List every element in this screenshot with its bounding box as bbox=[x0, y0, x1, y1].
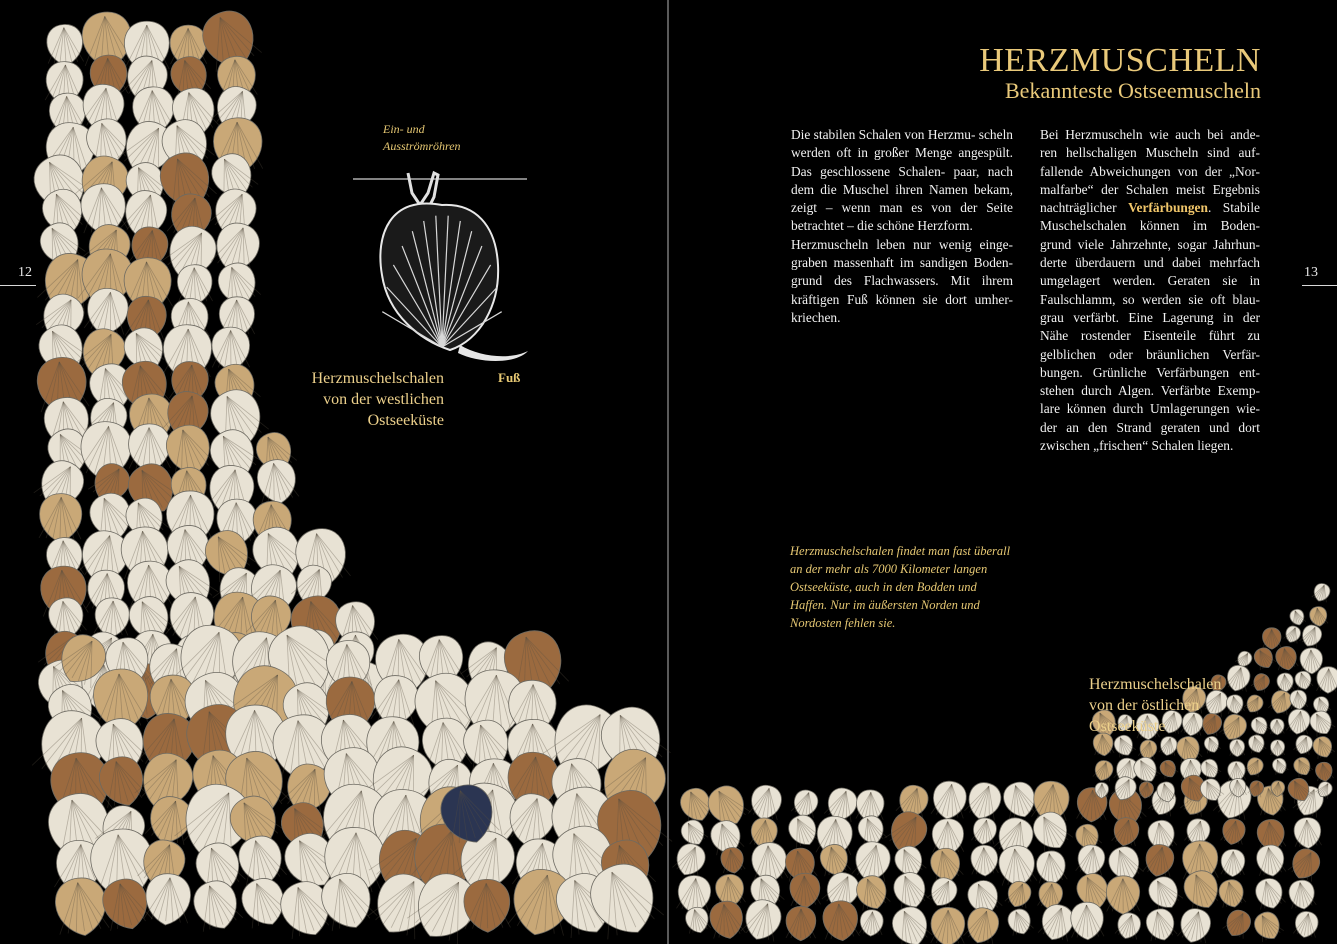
shell bbox=[1220, 817, 1247, 846]
shell bbox=[1203, 735, 1222, 755]
shell bbox=[1293, 817, 1321, 849]
shell bbox=[1244, 755, 1266, 778]
column2-paragraph1 bbox=[1040, 126, 1260, 455]
shell bbox=[1106, 876, 1140, 915]
caption-west-line3: Ostseeküste bbox=[367, 412, 444, 429]
shell bbox=[1274, 645, 1299, 672]
shell bbox=[1075, 843, 1107, 878]
shell bbox=[1143, 906, 1177, 943]
shell bbox=[786, 906, 816, 941]
shell bbox=[1217, 877, 1247, 909]
west-coast-shells-image bbox=[26, 4, 675, 944]
caption-east-line3: Ostseeküste bbox=[1089, 718, 1166, 735]
shell bbox=[1270, 780, 1285, 797]
diagram-label-siphons-line2: Ausströmröhren bbox=[383, 139, 461, 153]
column2-text-before: Bei Herzmuscheln wie auch bei ande- ren hellschaligen Muscheln sind auf- fallende Abweichungen von der „Nor- malfarbe“ der Schalen meist Ergebnis nachträglicher bbox=[1040, 127, 1260, 216]
shell bbox=[821, 899, 860, 942]
shell bbox=[888, 902, 934, 944]
shell bbox=[1288, 608, 1306, 627]
shell bbox=[1035, 849, 1068, 886]
shell bbox=[463, 879, 511, 933]
caption-east-line2: von der östlichen bbox=[1089, 697, 1200, 714]
east-coast-shells-image bbox=[671, 581, 1337, 944]
caption-east bbox=[1089, 674, 1259, 737]
diagram-label-foot: Fuß bbox=[498, 370, 521, 385]
shell bbox=[1253, 876, 1286, 912]
shell bbox=[1028, 807, 1074, 855]
shell bbox=[1070, 902, 1104, 941]
shell bbox=[1158, 758, 1179, 780]
shell bbox=[1251, 908, 1285, 944]
shell bbox=[1114, 910, 1143, 941]
page-subtitle: Bekannteste Ostseemuscheln bbox=[1005, 78, 1261, 103]
shell bbox=[1092, 759, 1114, 783]
shell bbox=[1222, 906, 1255, 940]
shell bbox=[790, 787, 820, 819]
shell bbox=[1221, 849, 1245, 877]
shell bbox=[1283, 624, 1302, 645]
shell bbox=[1270, 740, 1284, 756]
shell bbox=[1270, 719, 1284, 736]
page-title: HERZMUSCHELN bbox=[979, 42, 1261, 79]
shell bbox=[859, 909, 884, 937]
shell bbox=[1005, 906, 1034, 937]
shell bbox=[46, 23, 84, 66]
shell bbox=[1299, 622, 1325, 649]
shell bbox=[1309, 605, 1329, 627]
shell bbox=[930, 779, 968, 821]
shell bbox=[748, 783, 785, 823]
shell bbox=[671, 840, 709, 880]
cockle-diagram-image bbox=[350, 165, 540, 370]
shell bbox=[971, 816, 998, 846]
shell bbox=[1271, 756, 1289, 775]
diagram-label-siphons-line1: Ein- und bbox=[383, 122, 425, 136]
foot-drawing bbox=[458, 345, 528, 361]
body-column-2 bbox=[1040, 126, 1260, 455]
diagram-label-siphons bbox=[383, 121, 461, 155]
shell bbox=[1276, 672, 1294, 692]
shell bbox=[254, 457, 299, 507]
column1-paragraph2: Herzmuscheln leben nur wenig einge- graben massenhaft im sandigen Boden- grund des Flachwassers. Mit ihrem kräftigen Fuß können sie dort umher- kriechen. bbox=[791, 236, 1013, 325]
shell bbox=[1198, 756, 1222, 781]
shell bbox=[1314, 761, 1334, 783]
shell bbox=[1229, 778, 1247, 798]
shell bbox=[212, 327, 250, 371]
body-column-1 bbox=[791, 126, 1013, 327]
shell bbox=[1293, 733, 1315, 756]
shell bbox=[39, 493, 83, 543]
shell bbox=[1286, 708, 1312, 736]
shell bbox=[1291, 755, 1313, 778]
page-number-rule-right bbox=[1302, 285, 1337, 286]
shell bbox=[1289, 689, 1308, 710]
page-number-rule-left bbox=[0, 285, 36, 286]
shell bbox=[1255, 843, 1287, 878]
shell bbox=[188, 875, 244, 935]
caption-west bbox=[284, 368, 444, 431]
column2-text-after: . Stabile Muschelschalen können im Boden- grund viele Jahrzehnte, sogar Jahrhun- derte überdauern und dabei mehrfach umgelagert werden. Geraten sie in Faulschlamm, so werden sie oft blau- grau verfärbt. Eine Lagerung in der Nähe rostender Eisenteile führt zu gelblichen oder bräunlichen Verfär- bungen. Grünliche Verfärbungen ent- stehen durch Algen. Verfärbte Exemp- lare können durch Umlagerungen wie- der an den Strand geraten und dort zwischen „frischen“ Schalen liegen. bbox=[1040, 200, 1260, 454]
shell bbox=[853, 872, 891, 913]
shell bbox=[740, 896, 785, 944]
shell bbox=[963, 904, 1002, 944]
shell bbox=[1293, 910, 1320, 940]
shell bbox=[1177, 906, 1214, 944]
shell bbox=[1311, 581, 1332, 603]
shell bbox=[1287, 878, 1316, 911]
shell bbox=[963, 779, 1004, 823]
distribution-note: Herzmuschelschalen findet man fast überall an der mehr als 7000 Kilometer langen Ostseeküste, auch in den Bodden und Haffen. Nur im äußersten Norden und Nordosten fehlen sie. bbox=[790, 544, 1011, 630]
shell bbox=[1229, 739, 1244, 757]
shell bbox=[1287, 845, 1324, 884]
shell bbox=[926, 874, 961, 911]
shell bbox=[1316, 666, 1337, 693]
page-number-left: 12 bbox=[18, 265, 32, 280]
shell bbox=[931, 907, 965, 944]
caption-west-line1: Herzmuschelschalen bbox=[311, 370, 444, 387]
shell bbox=[707, 899, 746, 942]
shell bbox=[1262, 628, 1281, 650]
column1-paragraph1: Die stabilen Schalen von Herzmu- scheln werden oft in großer Menge angespült. Das geschlossene Schalen- paar, nach dem die Muschel ihren Namen bekam, zeigt – wenn man es von der Seite betrachtet – die schöne Herzform. bbox=[791, 127, 1013, 234]
shell bbox=[1143, 842, 1177, 879]
shell bbox=[1159, 735, 1179, 757]
shell bbox=[890, 868, 931, 912]
shell bbox=[970, 845, 998, 877]
caption-east-line1: Herzmuschelschalen bbox=[1089, 676, 1222, 693]
shell bbox=[1144, 872, 1184, 914]
shell bbox=[785, 811, 822, 850]
highlight-verfaerbungen: Verfärbungen bbox=[1128, 200, 1208, 216]
caption-west-line2: von der westlichen bbox=[323, 391, 444, 408]
shell bbox=[789, 873, 821, 909]
page-number-right: 13 bbox=[1304, 265, 1318, 280]
shell bbox=[1310, 734, 1335, 761]
shell bbox=[1138, 781, 1155, 799]
shell bbox=[1307, 708, 1336, 739]
